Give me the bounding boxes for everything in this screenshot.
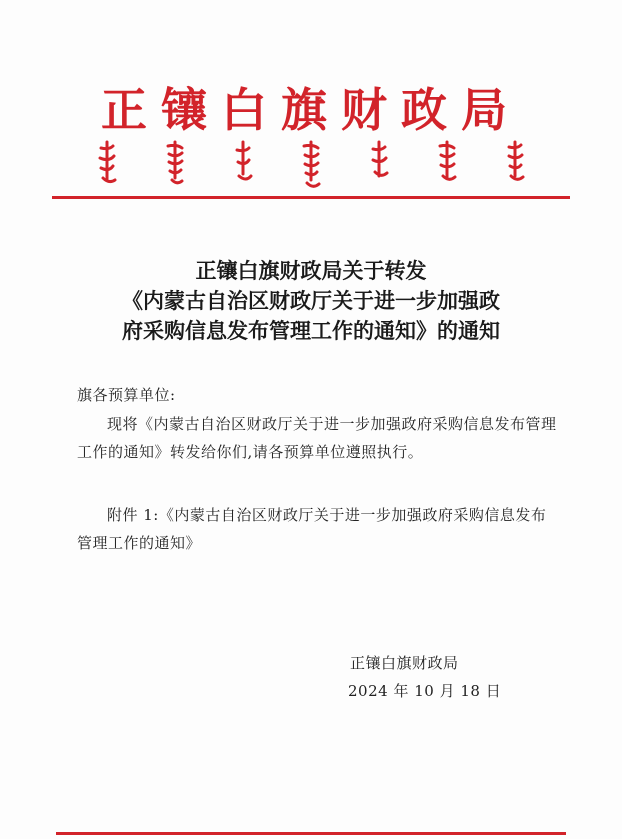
title-line: 《内蒙古自治区财政厅关于进一步加强政 (122, 288, 500, 313)
attachment-line: 附件 1:《内蒙古自治区财政厅关于进一步加强政府采购信息发布管理工作的通知》 (77, 506, 547, 552)
mongolian-glyph-icon (95, 140, 119, 186)
mongolian-glyph-icon (231, 140, 255, 186)
signature-block (350, 649, 501, 705)
body-paragraph: 现将《内蒙古自治区财政厅关于进一步加强政府采购信息发布管理工作的通知》转发给你们,请各预算单位遵照执行。 (77, 415, 557, 461)
salutation: 旗各预算单位: (77, 386, 176, 404)
mongolian-glyph-icon (367, 140, 391, 186)
mongolian-glyph-icon (435, 140, 459, 186)
document-title (40, 256, 582, 346)
signature-org: 正镶白旗财政局 (350, 654, 459, 672)
mongolian-glyph-icon (503, 140, 527, 186)
footer-divider (56, 832, 566, 835)
title-line: 府采购信息发布管理工作的通知》的通知 (122, 318, 500, 343)
signature-date: 2024 年 10 月 18 日 (348, 682, 502, 700)
letterhead-title: 正镶白旗财政局 (101, 83, 521, 137)
mongolian-glyph-icon (163, 140, 187, 186)
title-line: 正镶白旗财政局关于转发 (195, 258, 427, 283)
letterhead-mongolian-script (95, 140, 527, 192)
letterhead-divider (52, 196, 570, 199)
mongolian-glyph-icon (299, 140, 323, 190)
